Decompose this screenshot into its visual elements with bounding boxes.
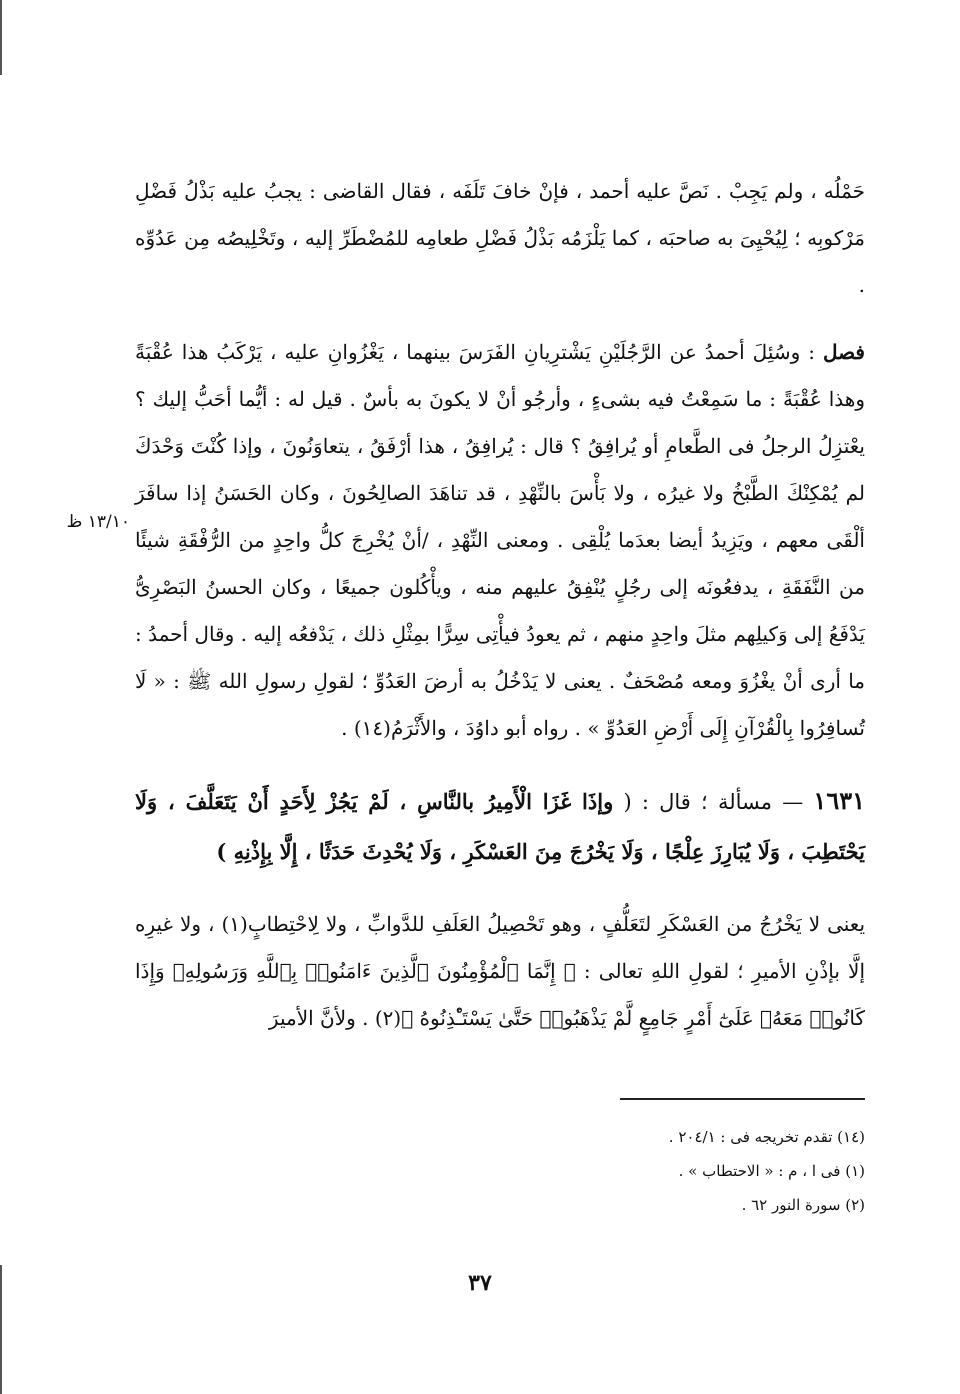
footnotes (500, 1125, 865, 1227)
page-edge-bottom (0, 1265, 2, 1394)
footnote-1: (١) فى ا ، م : « الاحتطاب » . (678, 1162, 865, 1180)
main-text (135, 168, 865, 1042)
masala-number: ١٦٣١ (813, 786, 865, 815)
margin-folio-note: ١٣/١٠ ظ (66, 512, 130, 532)
masala-heading (135, 776, 865, 877)
paragraph-2 (135, 329, 865, 752)
section-label: فصل (822, 340, 865, 364)
page-edge-top (0, 0, 2, 75)
masala-text: وإذَا غَزَا الْأَمِيرُ بالنَّاسِ ، لَمْ يَجُزْ لِأَحَدٍ أَنْ يَتَعَلَّفَ ، وَلَا يَحْتَطِبَ ، وَلَا يُبَارِزَ عِلْجًا ، وَلَا يَخْرُجَ مِنَ العَسْكَرِ ، وَلَا يُحْدِثَ حَدَثًا ، إِلَّا بِإِذْنِهِ ) (135, 789, 865, 864)
footnote-divider (620, 1098, 865, 1100)
footnote-14: (١٤) تقدم تخريجه فى : ٢٠٤/١ . (668, 1128, 865, 1146)
footnote-2: (٢) سورة النور ٦٢ . (741, 1196, 865, 1214)
page-number: ٣٧ (468, 1270, 492, 1296)
masala-intro: — مسألة ؛ قال : ( (623, 790, 804, 814)
paragraph-1: حَمْلُه ، ولم يَجِبْ . نَصَّ عليه أحمد ، فإنْ خافَ تَلَفَه ، فقال القاضى : يجبُ عليه بَذْلُ فَضْلِ مَرْكوبِه ؛ لِيُحْيِىَ به صاحبَه ، كما يَلْزَمُه بَذْلُ فَضْلِ طعامِه للمُضْطَرِّ إليه ، وتَخْلِيصُه مِن عَدُوِّه . (135, 179, 865, 297)
paragraph-4: يعنى لا يَخْرُجُ من العَسْكَرِ لتَعَلُّفٍ ، وهو تَحْصِيلُ العَلَفِ للدَّوابِّ ، ولا لِاحْتِطابٍ(١) ، ولا غيرِه إلَّا بإذْنِ الأميرِ ؛ لقولِ اللهِ تعالى : ﴿ إِنَّمَا ٱلْمُؤْمِنُونَ ٱلَّذِينَ ءَامَنُوا۟ بِٱللَّهِ وَرَسُولِهِۦ وَإِذَا كَانُوا۟ مَعَهُۥ عَلَىٰٓ أَمْرٍ جَامِعٍ لَّمْ يَذْهَبُوا۟ حَتَّىٰ يَسْتَـْٔذِنُوهُ ﴾(٢) . ولأنَّ الأميرَ (135, 912, 866, 1030)
paragraph-2-text: : وسُئِلَ أحمدُ عن الرَّجُلَيْنِ يَشْترِيانِ الفَرَسَ بينهما ، يَغْزُوانِ عليه ، يَرْكَبُ هذا عُقْبَةً وهذا عُقْبَةً : ما سَمِعْتُ فيه بشىءٍ ، وأرجُو أنْ لا يكونَ به بأسٌ . قيل له : أيُّما أحَبُّ إليك ؟ يعْتزِلُ الرجلُ فى الطَّعامِ أو يُرافِقُ ؟ قال : يُرافِقُ ، هذا أرْفَقُ ، يتعاوَنُونَ ، وإذا كُنْتَ وَحْدَكَ لم يُمْكِنْكَ الطَّبْخُ ولا غيرُه ، ولا بَأْسَ بالنِّهْدِ ، قد تناهَدَ الصالِحُونَ ، وكان الحَسَنُ إذا سافَرَ ألْقَى معهم ، ويَزِيدُ أيضا بعدَما يُلْقِى . ومعنى النِّهْدِ ، /أنْ يُخْرِجَ كلُّ واحِدٍ من الرُّفْقَةِ شيئًا من النَّفَقَةِ ، يدفعُونَه إلى رجُلٍ يُنْفِقُ عليهم منه ، ويأْكُلون جميعًا ، وكان الحسنُ البَصْرِىُّ يَدْفَعُ إلى وَكيلِهم مثلَ واحِدٍ منهم ، ثم يعودُ فيأْتِى سِرًّا بمِثْلِ ذلك ، يَدْفعُه إليه . وقال أحمدُ : ما أرى أنْ يغْزُوَ ومعه مُصْحَفٌ . يعنى لا يَدْخُلُ به أرضَ العَدُوِّ ؛ لقولِ رسولِ الله ﷺ : « لَا تُسافِرُوا بِالْقُرْآنِ إِلَى أَرْضِ العَدُوِّ » . رواه أبو داوُدَ ، والأَثْرَمُ(١٤) . (135, 340, 865, 740)
